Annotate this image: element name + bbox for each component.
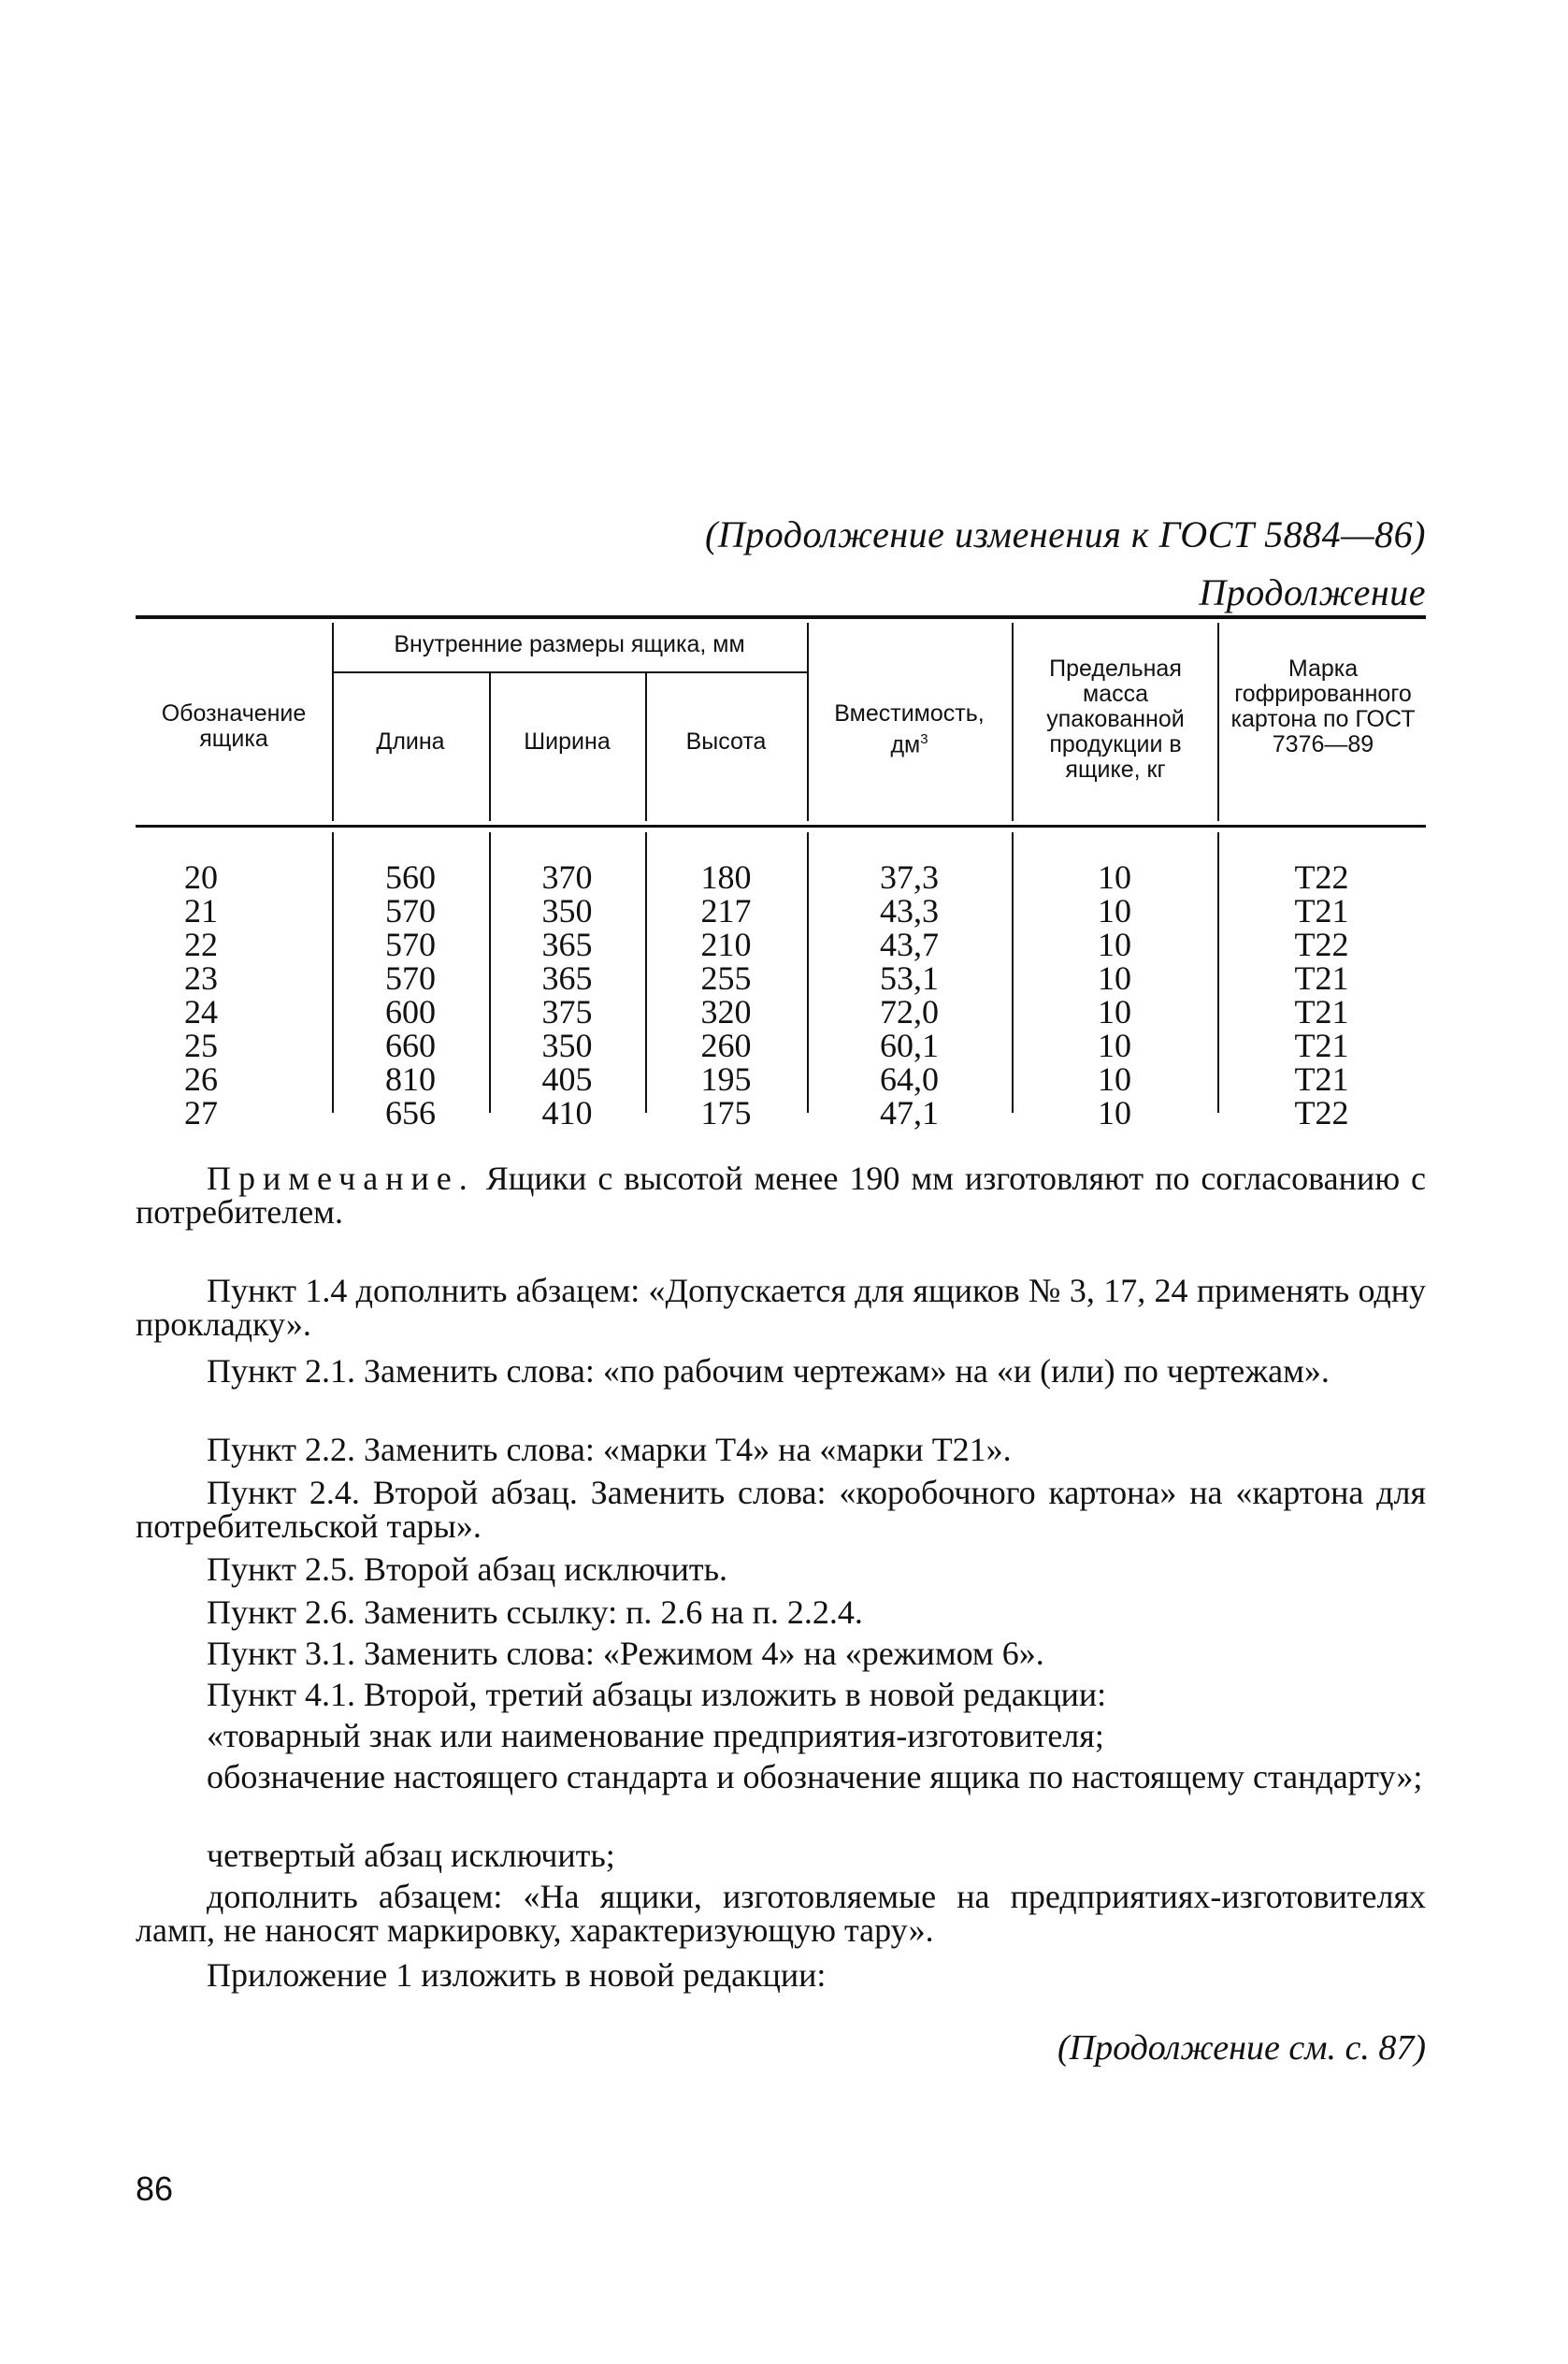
header-length: Длина	[376, 728, 445, 755]
cell-mass: 10	[1098, 1027, 1131, 1064]
cell-width: 370	[541, 858, 593, 896]
paragraph: обозначение настоящего стандарта и обозначение ящика по настоящему стандарту»;	[207, 1758, 1423, 1795]
cell-brand: Т21	[1294, 959, 1349, 997]
cell-box: 20	[184, 858, 218, 896]
header-max-mass: Предельная масса упакованной продукции в ящике, кг	[1046, 656, 1185, 783]
cell-length: 560	[385, 858, 436, 896]
cell-height: 175	[700, 1094, 752, 1132]
cell-mass: 10	[1098, 926, 1131, 963]
cell-box: 24	[184, 993, 218, 1031]
table-header-rule	[136, 825, 1426, 828]
column-capacity	[807, 860, 1012, 1130]
cell-height: 180	[700, 858, 752, 896]
cell-box: 27	[184, 1094, 218, 1132]
table-top-rule	[136, 615, 1426, 619]
cell-capacity: 43,7	[880, 926, 939, 963]
cell-brand: Т22	[1294, 926, 1349, 963]
header-capacity-sup: 3	[920, 731, 928, 747]
column-height	[645, 860, 807, 1130]
cell-mass: 10	[1098, 959, 1131, 997]
header-height: Высота	[685, 728, 767, 755]
paragraph: Пункт 3.1. Заменить слова: «Режимом 4» на «режимом 6».	[207, 1635, 1044, 1672]
cell-height: 195	[700, 1060, 752, 1098]
cell-length: 570	[385, 892, 436, 930]
cell-width: 405	[541, 1060, 593, 1098]
paragraph: Пункт 2.6. Заменить ссылку: п. 2.6 на п. 2.2.4.	[207, 1593, 863, 1631]
header-inner-dimensions: Внутренние размеры ящика, мм	[394, 631, 745, 657]
table-vline	[1012, 623, 1014, 821]
continuation-footer: (Продолжение см. с. 87)	[1057, 2028, 1426, 2068]
cell-length: 570	[385, 926, 436, 963]
paragraph: Пункт 2.2. Заменить слова: «марки Т4» на «марки Т21».	[207, 1431, 1012, 1468]
header-capacity-unit: дм	[890, 731, 921, 758]
cell-width: 410	[541, 1094, 593, 1132]
cell-brand: Т21	[1294, 993, 1349, 1031]
cell-height: 255	[700, 959, 752, 997]
cell-width: 365	[541, 959, 593, 997]
paragraph: четвертый абзац исключить;	[207, 1837, 615, 1874]
cell-capacity: 60,1	[880, 1027, 939, 1064]
cell-box: 25	[184, 1027, 218, 1064]
cell-capacity: 53,1	[880, 959, 939, 997]
cell-brand: Т21	[1294, 892, 1349, 930]
cell-capacity: 64,0	[880, 1060, 939, 1098]
table-note	[136, 1161, 1426, 1229]
cell-box: 23	[184, 959, 218, 997]
column-length	[332, 860, 489, 1130]
cell-length: 810	[385, 1060, 436, 1098]
continuation-subtitle: Продолжение	[1199, 571, 1426, 613]
column-brand	[1217, 860, 1426, 1130]
column-box	[136, 860, 266, 1130]
cell-length: 600	[385, 993, 436, 1031]
note-label: Примечание.	[207, 1160, 475, 1197]
cell-brand: Т21	[1294, 1027, 1349, 1064]
cell-box: 26	[184, 1060, 218, 1098]
paragraph: Пункт 1.4 дополнить абзацем: «Допускается для ящиков № 3, 17, 24 применять одну прокладку».	[136, 1272, 1426, 1343]
header-designation: Обозначение ящика	[161, 700, 307, 752]
column-width	[489, 860, 645, 1130]
cell-box: 22	[184, 926, 218, 963]
paragraph: дополнить абзацем: «На ящики, изготовляемые на предприятиях-изготовителях ламп, не наносят маркировку, характеризующую тару».	[136, 1878, 1426, 1949]
cell-capacity: 37,3	[880, 858, 939, 896]
paragraph: Пункт 2.1. Заменить слова: «по рабочим чертежам» на «и (или) по чертежам».	[207, 1352, 1330, 1390]
cell-length: 660	[385, 1027, 436, 1064]
page-number: 86	[136, 2169, 174, 2208]
column-mass	[1012, 860, 1217, 1130]
cell-brand: Т22	[1294, 858, 1349, 896]
cell-width: 375	[541, 993, 593, 1031]
cell-capacity: 43,3	[880, 892, 939, 930]
cell-capacity: 47,1	[880, 1094, 939, 1132]
cell-mass: 10	[1098, 1094, 1131, 1132]
header-capacity-unit-line	[807, 727, 1012, 757]
cell-box: 21	[184, 892, 218, 930]
cell-height: 320	[700, 993, 752, 1031]
cell-brand: Т22	[1294, 1094, 1349, 1132]
cell-width: 350	[541, 1027, 593, 1064]
cell-height: 210	[700, 926, 752, 963]
table-vline	[1217, 623, 1219, 821]
paragraph: Пункт 4.1. Второй, третий абзацы изложить в новой редакции:	[207, 1676, 1107, 1713]
paragraph: Пункт 2.5. Второй абзац исключить.	[207, 1550, 728, 1588]
note-text: Ящики с высотой менее 190 мм изготовляют по согласованию с потребителем.	[136, 1160, 1427, 1231]
paragraph: «товарный знак или наименование предприятия-изготовителя;	[207, 1717, 1104, 1754]
continuation-title: (Продолжение изменения к ГОСТ 5884—86)	[705, 513, 1426, 555]
cell-mass: 10	[1098, 892, 1131, 930]
header-width: Ширина	[524, 728, 611, 755]
header-capacity-label: Вместимость,	[834, 700, 985, 727]
header-capacity	[807, 701, 1012, 757]
paragraph: Пункт 2.4. Второй абзац. Заменить слова: «коробочного картона» на «картона для потребительской тары».	[136, 1474, 1426, 1545]
header-brand: Марка гофрированного картона по ГОСТ 7376—89	[1230, 656, 1416, 757]
cell-mass: 10	[1098, 858, 1131, 896]
cell-mass: 10	[1098, 993, 1131, 1031]
cell-mass: 10	[1098, 1060, 1131, 1098]
cell-length: 570	[385, 959, 436, 997]
cell-length: 656	[385, 1094, 436, 1132]
subheader-rule	[332, 671, 807, 673]
cell-brand: Т21	[1294, 1060, 1349, 1098]
paragraph: Приложение 1 изложить в новой редакции:	[207, 1956, 827, 1994]
cell-height: 260	[700, 1027, 752, 1064]
cell-width: 350	[541, 892, 593, 930]
cell-capacity: 72,0	[880, 993, 939, 1031]
cell-height: 217	[700, 892, 752, 930]
cell-width: 365	[541, 926, 593, 963]
